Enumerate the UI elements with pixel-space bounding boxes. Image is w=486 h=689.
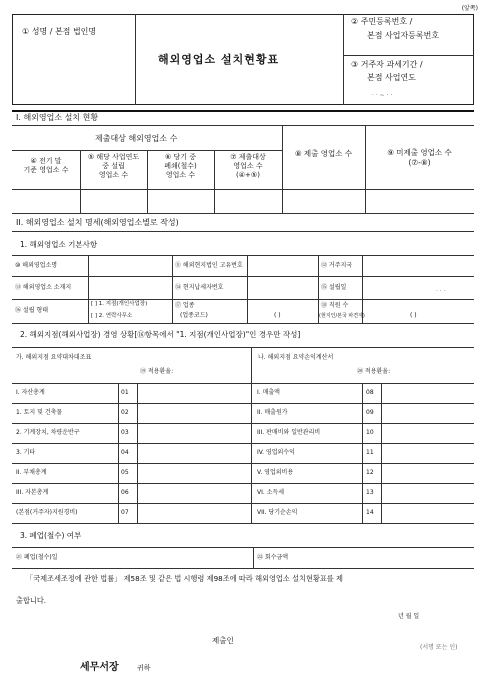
income-amount-cell[interactable] [382, 424, 473, 442]
balance-row-code: 04 [121, 449, 129, 456]
closure-heading: 3. 폐업(철수) 여부 [20, 531, 82, 540]
balance-amount-cell[interactable] [138, 484, 250, 502]
recipient-office: 세무서장 [80, 662, 119, 673]
recovered-amount-label: ㉒ 회수금액 [257, 554, 289, 561]
page-side-note: (앞쪽) [461, 5, 478, 12]
staff-count-label: ⑱ 직원 수 [321, 302, 349, 309]
submission-target-header: 제출대상 해외영업소 수 [95, 134, 178, 143]
period-field-value[interactable]: · · ~ · · [372, 92, 393, 99]
income-amount-cell[interactable] [382, 504, 473, 522]
branch-address-label: ⑬ 해외영업소 소재지 [15, 284, 72, 291]
balance-amount-cell[interactable] [138, 424, 250, 442]
income-amount-cell[interactable] [382, 484, 473, 502]
id-field-label-2: 본점 사업자등록번호 [367, 31, 440, 40]
income-row-code: 09 [366, 409, 374, 416]
balance-amount-cell[interactable] [138, 504, 250, 522]
income-exchange-rate: ⑳ 적용환율: [357, 368, 391, 375]
type-option-liaison[interactable]: [ ] 2. 연락사무소 [91, 313, 133, 319]
balance-sheet-title: 가. 해외지점 요약대차대조표 [16, 354, 92, 361]
income-row-label: VI. 소득세 [257, 489, 285, 496]
corp-id-label: ⑪ 해외현지법인 고유번호 [175, 262, 243, 269]
balance-amount-cell[interactable] [138, 384, 250, 402]
branch-name-label: ⑩ 해외영업소명 [15, 262, 58, 269]
balance-row-code: 06 [121, 489, 129, 496]
income-statement-title: 나. 해외지점 요약손익계산서 [258, 354, 334, 361]
period-field-label-2: 본점 사업연도 [367, 73, 416, 82]
staff-count-value[interactable]: ( ) [410, 312, 417, 319]
established-date-label: ⑮ 설립일 [321, 284, 347, 291]
submitter-label: 제출인 [212, 636, 234, 645]
recipient-honorific: 귀하 [137, 664, 151, 672]
form-title: 해외영업소 설치현황표 [158, 53, 280, 66]
branch-status-heading: 2. 해외지점(해외사업장) 경영 상황[⑯항목에서 "1. 지점(개인사업장)"인 경우만 작성] [20, 330, 301, 339]
id-field-label-1: ② 주민등록번호 / [351, 17, 413, 26]
establishment-type-label: ⑯ 설립 형태 [15, 307, 48, 314]
balance-amount-cell[interactable] [138, 444, 250, 462]
col-new-count: ⑤ 해당 사업연도 중 설립 영업소 수 [87, 153, 140, 179]
income-row-label: I. 매출액 [257, 389, 280, 396]
closure-date-label: ㉑ 폐업(철수)일 [16, 554, 58, 561]
income-row-label: IV. 영업외수익 [257, 449, 295, 456]
balance-row-label: 1. 토지 및 건축물 [16, 409, 63, 416]
established-date-value[interactable]: . . . [436, 286, 446, 293]
local-tax-id-label: ⑭ 현지납세자번호 [175, 284, 224, 291]
signature-hint[interactable]: (서명 또는 인) [420, 644, 458, 651]
income-row-code: 12 [366, 469, 374, 476]
balance-row-code: 01 [121, 389, 129, 396]
balance-amount-cell[interactable] [138, 464, 250, 482]
income-row-code: 11 [366, 449, 374, 456]
income-row-label: II. 매출원가 [257, 409, 288, 416]
income-amount-cell[interactable] [382, 444, 473, 462]
income-amount-cell[interactable] [382, 384, 473, 402]
balance-row-label: III. 자본총계 [16, 489, 49, 496]
col-closed-count: ⑥ 당기 중 폐쇄(철수) 영업소 수 [164, 153, 197, 179]
section2-heading: II. 해외영업소 설치 명세(해외영업소별로 작성) [16, 218, 179, 227]
income-amount-cell[interactable] [382, 464, 473, 482]
balance-row-code: 05 [121, 469, 129, 476]
col-target-count: ⑦ 제출대상 영업소 수 (④+⑤) [230, 153, 266, 179]
balance-amount-cell[interactable] [138, 404, 250, 422]
balance-row-label: 3. 기타 [16, 449, 36, 456]
statement-line-2: 출합니다. [16, 596, 47, 605]
balance-row-label: I. 자산총계 [16, 389, 45, 396]
basic-info-heading: 1. 해외영업소 기본사항 [20, 240, 98, 249]
period-field-label-1: ③ 거주자 과세기간 / [351, 60, 423, 69]
col-submitted-count: ⑧ 제출 영업소 수 [294, 149, 353, 158]
balance-row-label: (본점(거주자)지원경비) [16, 509, 78, 516]
industry-code-label: (업종코드) [180, 312, 208, 319]
statement-line-1: 「국제조세조정에 관한 법률」 제58조 및 같은 법 시행령 제98조에 따라 해외영업소 설치현황표를 제 [26, 574, 343, 583]
industry-code-value[interactable]: ( ) [274, 312, 281, 319]
balance-row-code: 03 [121, 429, 129, 436]
section1-heading: I. 해외영업소 설치 현황 [16, 113, 99, 122]
balance-row-label: 2. 기계장치, 차량운반구 [16, 429, 80, 436]
col-prior-count: ④ 전기 말 기준 영업소 수 [23, 157, 69, 174]
income-row-label: VII. 당기순손익 [257, 509, 298, 516]
balance-row-code: 02 [121, 409, 129, 416]
industry-label: ⑰ 업종 [175, 302, 195, 309]
type-option-branch[interactable]: [ ] 1. 지점(개인사업장) [91, 301, 148, 307]
income-row-code: 10 [366, 429, 374, 436]
income-row-label: III. 판매비와 일반관리비 [257, 429, 321, 436]
income-row-label: V. 영업외비용 [257, 469, 294, 476]
balance-row-label: II. 부채총계 [16, 469, 47, 476]
submission-date[interactable]: 년 월 일 [398, 613, 420, 620]
income-row-code: 13 [366, 489, 374, 496]
balance-exchange-rate: ⑲ 적용환율: [140, 368, 174, 375]
income-row-code: 08 [366, 389, 374, 396]
staff-count-sublabel: (현지인/본국 파견자) [319, 313, 365, 319]
balance-row-code: 07 [121, 509, 129, 516]
col-unsubmitted-count: ⑨ 미제출 영업소 수 (⑦-⑧) [387, 148, 452, 167]
residence-country-label: ⑫ 거주지국 [321, 262, 353, 269]
income-row-code: 14 [366, 509, 374, 516]
income-amount-cell[interactable] [382, 404, 473, 422]
name-field-label: ① 성명 / 본점 법인명 [22, 27, 97, 36]
